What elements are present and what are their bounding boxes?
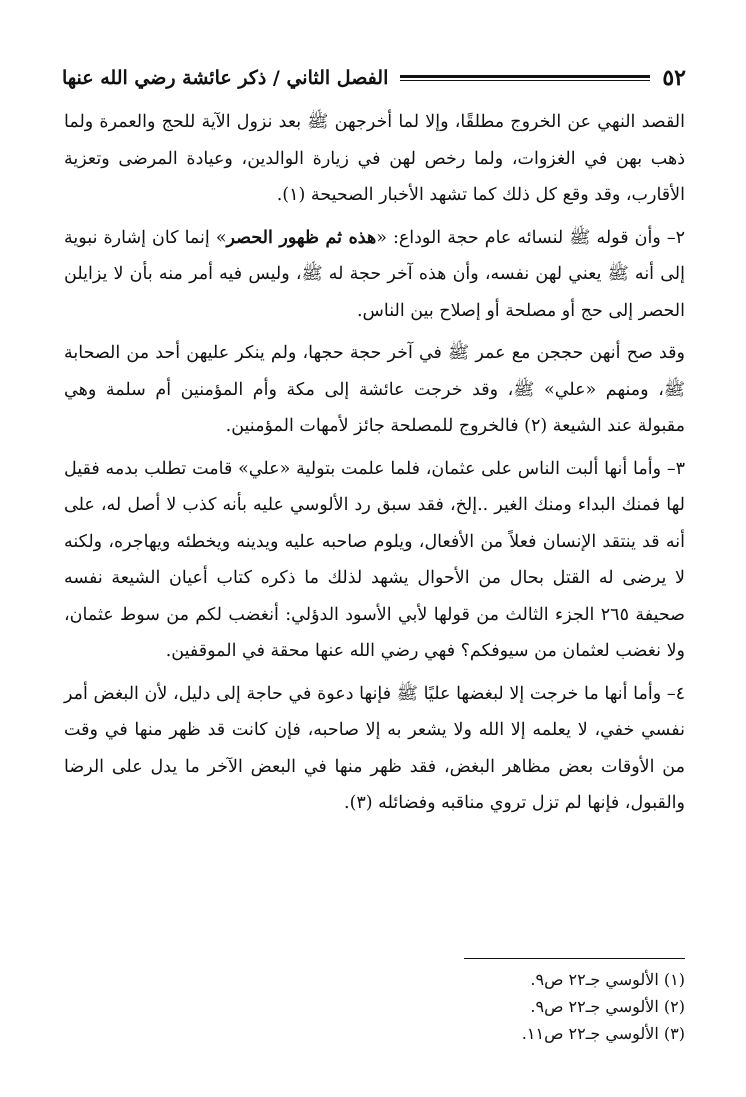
page-header bbox=[62, 64, 686, 92]
paragraph-4: ٣– وأما أنها ألبت الناس على عثمان، فلما علمت بتولية «علي» قامت تطلب بدمه فقيل لها فمنك البداء ومنك الغير ..إلخ، فقد سبق رد الألوسي عليه بأنه كذب لا أصل له، على أنه قد ينتقد الإنسان فعلاً من الأفعال، ويلوم صاحبه عليه ويدينه ويخطئه ويهاجره، ولكنه لا يرضى له القتل بحال من الأحوال يشهد لذلك ما ذكره كتاب أعيان الشيعة نفسه صحيفة ٢٦٥ الجزء الثالث من قولها لأبي الأسود الدؤلي: أنغضب لكم من سوط عثمان، ولا نغضب لعثمان من سيوفكم؟ فهي رضي الله عنها محقة في الموقفين. bbox=[64, 458, 686, 661]
footnote-2: (٢) الألوسي جـ٢٢ ص٩. bbox=[530, 997, 685, 1016]
footnotes bbox=[300, 966, 685, 1047]
footnote-3: (٣) الألوسي جـ٢٢ ص١١. bbox=[521, 1024, 685, 1043]
quoted-hadith: هذه ثم ظهور الحصر bbox=[226, 227, 377, 248]
running-title: الفصل الثاني / ذكر عائشة رضي الله عنها bbox=[62, 67, 389, 89]
page-number: ٥٢ bbox=[662, 65, 686, 91]
paragraph-2-end: » إنما كان إشارة نبوية إلى أنه ﷺ يعني لهن نفسه، وأن هذه آخر حجة له ﷺ، وليس فيه أمر منه بأن لا يزايلن الحصر إلى حج أو مصلحة أو إصلاح بين الناس. bbox=[64, 227, 685, 321]
footnote-1: (١) الألوسي جـ٢٢ ص٩. bbox=[530, 970, 685, 989]
paragraph-2 bbox=[64, 220, 685, 330]
body-text bbox=[64, 104, 685, 828]
paragraph-2-start: ٢– وأن قوله ﷺ لنسائه عام حجة الوداع: « bbox=[376, 227, 686, 248]
header-rule bbox=[400, 75, 650, 81]
footnote-rule bbox=[464, 958, 685, 959]
paragraph-5: ٤– وأما أنها ما خرجت إلا لبغضها عليًا ﷺ فإنها دعوة في حاجة إلى دليل، لأن البغض أمر نفسي خفي، لا يعلمه إلا الله ولا يشعر به إلا صاحبه، فإن كانت قد ظهر منها في وقت من الأوقات بعض مظاهر البغض، فقد ظهر منها في البعض الآخر ما يدل على الرضا والقبول، فإنها لم تزل تروي مناقبه وفضائله (٣). bbox=[64, 683, 685, 813]
paragraph-1: القصد النهي عن الخروج مطلقًا، وإلا لما أخرجهن ﷺ بعد نزول الآية للحج والعمرة ولما ذهب بهن في الغزوات، ولما رخص لهن في زيارة الوالدين، وعيادة المرضى وتعزية الأقارب، وقد وقع كل ذلك كما تشهد الأخبار الصحيحة (١). bbox=[64, 112, 685, 205]
paragraph-3: وقد صح أنهن حججن مع عمر ﷺ في آخر حجة حجها، ولم ينكر عليهن أحد من الصحابة ﷺ، ومنهم «علي» ﷺ، وقد خرجت عائشة إلى مكة وأم المؤمنين أم سلمة وهي مقبولة عند الشيعة (٢) فالخروج للمصلحة جائز لأمهات المؤمنين. bbox=[64, 343, 685, 436]
